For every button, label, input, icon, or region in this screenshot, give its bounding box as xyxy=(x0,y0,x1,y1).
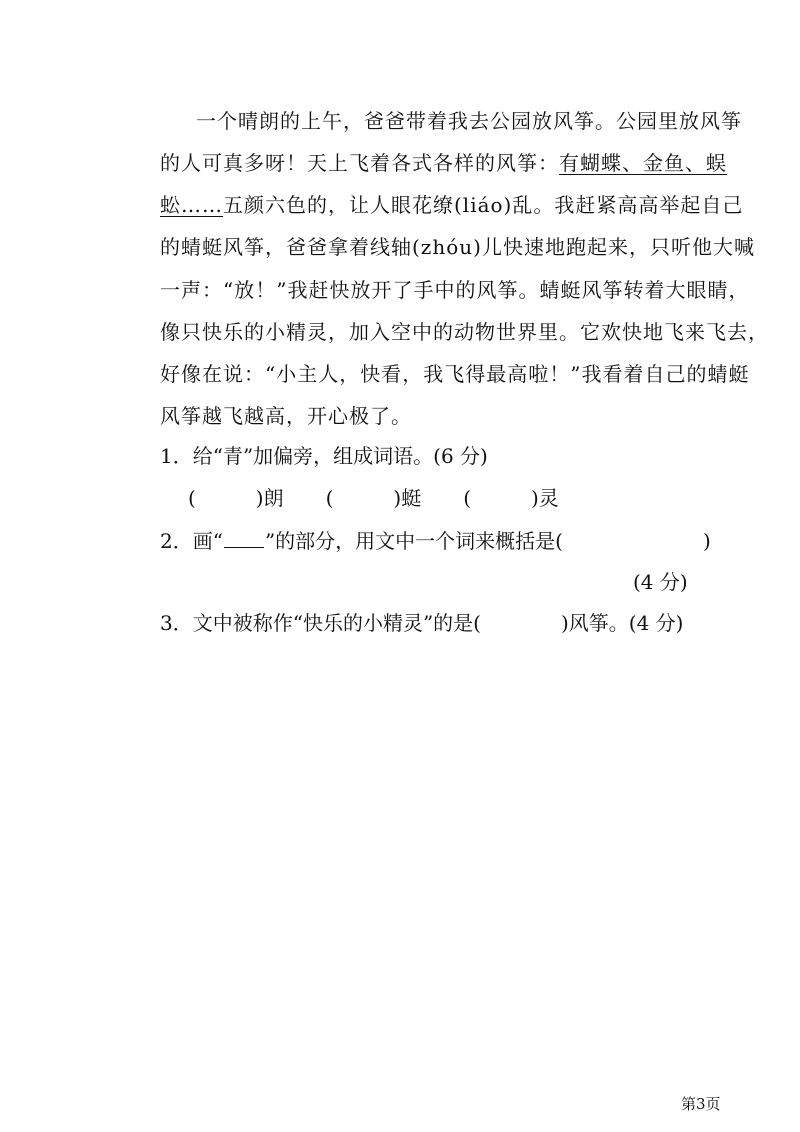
passage-line-3 xyxy=(160,192,743,218)
answer-blank-2[interactable]: ( )蜓 xyxy=(325,486,422,510)
question-2-score: (4 分) xyxy=(633,570,688,594)
passage-line-8: 风筝越飞越高，开心极了。 xyxy=(160,404,412,428)
question-2-text-start: 2．画“ xyxy=(160,529,223,553)
passage-line-7: 好像在说：“小主人，快看，我飞得最高啦！”我看着自己的蜻蜓 xyxy=(160,362,750,386)
page-number: 第3页 xyxy=(681,1095,721,1113)
passage-line-6: 像只快乐的小精灵，加入空中的动物世界里。它欢快地飞来飞去， xyxy=(160,320,769,344)
passage-line-2 xyxy=(160,150,727,176)
passage-text: 五颜六色的，让人眼花缭(liáo)乱。我赶紧高高举起自己 xyxy=(223,193,744,217)
answer-blank-3[interactable]: ( )灵 xyxy=(463,486,559,510)
passage-line-5: 一声：“放！”我赶快放开了手中的风筝。蜻蜓风筝转着大眼睛， xyxy=(160,278,750,302)
answer-blank-1[interactable]: ( )朗 xyxy=(188,486,284,510)
passage-line-4: 的蜻蜓风筝，爸爸拿着线轴(zhóu)儿快速地跑起来，只听他大喊 xyxy=(160,235,755,259)
question-2 xyxy=(160,527,711,554)
underlined-text: 蚣…… xyxy=(160,193,223,217)
underlined-text: 有蝴蝶、金鱼、蜈 xyxy=(559,151,727,175)
underline-mark xyxy=(224,527,264,548)
passage-text: 的人可真多呀！天上飞着各式各样的风筝： xyxy=(160,151,559,175)
question-1-blanks xyxy=(188,485,559,511)
passage-line-1: 一个晴朗的上午，爸爸带着我去公园放风筝。公园里放风筝 xyxy=(196,109,742,133)
question-3[interactable]: 3．文中被称作“快乐的小精灵”的是( )风筝。(4 分) xyxy=(160,611,684,635)
question-2-text-end[interactable]: ”的部分，用文中一个词来概括是( ) xyxy=(264,529,711,553)
question-1: 1．给“青”加偏旁，组成词语。(6 分) xyxy=(160,444,488,468)
